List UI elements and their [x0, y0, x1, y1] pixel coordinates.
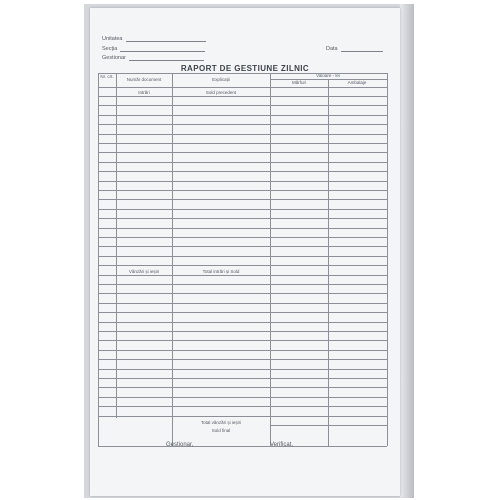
col-marfuri-header: Mărfuri — [291, 80, 306, 85]
table-row-rule — [98, 237, 387, 238]
sectia-label: Secția — [102, 46, 118, 52]
table-row-rule — [98, 331, 387, 332]
table-row-rule — [98, 134, 387, 135]
table-row-rule — [98, 105, 387, 106]
table-row-rule — [98, 378, 387, 379]
notebook-edge — [400, 4, 414, 498]
unitatea-label: Unitatea — [102, 36, 123, 42]
table-row-rule — [98, 190, 387, 191]
data-label: Data — [326, 46, 338, 52]
table-top-rule — [98, 73, 387, 74]
gestionar-field — [102, 54, 204, 61]
table-row-rule — [98, 303, 387, 304]
sold-precedent-label: Sold precedent — [205, 90, 237, 95]
total-vanzari-label: Total vânzări și ieșiri — [200, 420, 242, 425]
table-row-rule — [98, 115, 387, 116]
sectia-line[interactable] — [120, 45, 205, 52]
gestionar-label: Gestionar — [102, 55, 126, 61]
table-row-rule — [98, 143, 387, 144]
table-row-rule — [98, 96, 387, 97]
table-row-rule — [98, 124, 387, 125]
sectia-field — [102, 45, 205, 52]
vanzari-label: Vânzări și ieșiri — [128, 269, 160, 274]
table-row-rule — [98, 369, 387, 370]
gestionar-signature: Gestionar, — [166, 442, 194, 448]
table-row-rule — [98, 199, 387, 200]
intrari-label: Intrări — [138, 90, 150, 95]
table-row-rule — [98, 340, 387, 341]
table-row-rule — [98, 275, 387, 276]
table-row-rule — [98, 350, 387, 351]
sold-final-label: Sold final — [211, 428, 231, 433]
table-row-rule — [98, 293, 387, 294]
col-nr-header: Nr. crt. — [100, 74, 114, 79]
table-row-rule — [98, 228, 387, 229]
table-right-rule — [387, 73, 388, 446]
gestiune-table — [98, 73, 387, 446]
document-column-rule — [172, 73, 173, 446]
table-row-rule — [98, 397, 387, 398]
table-row-rule — [98, 416, 387, 417]
gestionar-line[interactable] — [129, 54, 204, 61]
unitatea-line[interactable] — [126, 35, 206, 42]
table-row-rule — [98, 162, 387, 163]
table-bottom-rule — [98, 446, 387, 447]
table-row-rule — [98, 406, 387, 407]
table-row-rule — [98, 265, 387, 266]
header-bottom-rule — [98, 87, 387, 88]
table-row-rule — [98, 387, 387, 388]
table-row-rule — [98, 152, 387, 153]
explicatii-column-rule — [270, 73, 271, 446]
col-document-header: Număr document — [126, 77, 162, 82]
table-row-rule — [98, 246, 387, 247]
nr-column-rule — [116, 73, 117, 418]
col-explicatii-header: Explicații — [212, 77, 230, 82]
data-line[interactable] — [341, 45, 383, 52]
col-valoare-header: Valoare - lei — [316, 73, 340, 78]
total-intrari-label: Total intrări și Sold — [202, 269, 240, 274]
page-title: RAPORT DE GESTIUNE ZILNIC — [180, 64, 310, 73]
verificat-signature: Verificat, — [270, 442, 294, 448]
table-row-rule — [98, 256, 387, 257]
table-row-rule — [98, 359, 387, 360]
table-row-rule — [98, 322, 387, 323]
table-row-rule — [98, 171, 387, 172]
table-row-rule — [98, 218, 387, 219]
unitatea-field — [102, 35, 206, 42]
table-row-rule — [98, 284, 387, 285]
col-ambalaje-header: Ambalaje — [347, 80, 367, 85]
table-row-rule — [98, 209, 387, 210]
table-row-rule — [98, 312, 387, 313]
marfuri-column-rule — [328, 79, 329, 446]
data-field — [326, 45, 383, 52]
table-row-rule — [98, 181, 387, 182]
form-sheet — [90, 8, 400, 496]
table-left-rule — [98, 73, 99, 446]
